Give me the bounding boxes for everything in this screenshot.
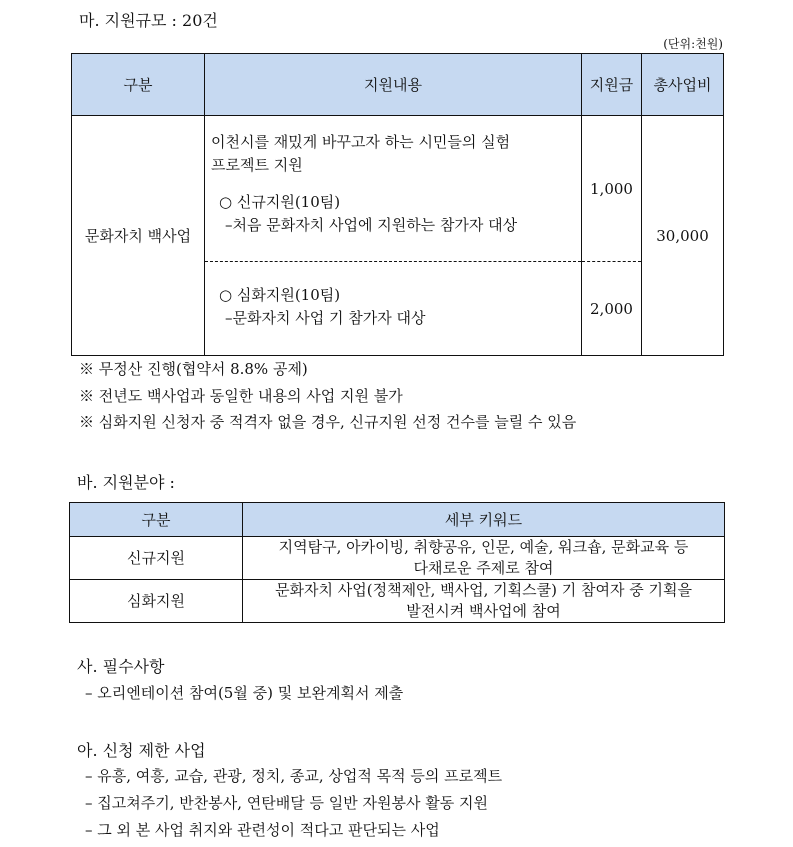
support-scale-table	[71, 53, 724, 356]
advanced-support-desc: –문화자치 사업 기 참가자 대상	[225, 309, 426, 327]
content-cell-advanced	[205, 262, 582, 356]
section-ba-heading: 바. 지원분야 :	[77, 473, 175, 492]
header-grant: 지원금	[582, 54, 642, 116]
support-field-table	[69, 502, 725, 623]
table-header-row	[70, 503, 725, 537]
new-support-desc: –처음 문화자치 사업에 지원하는 참가자 대상	[225, 216, 518, 234]
restricted-item-1: – 유흥, 여흥, 교습, 관광, 정치, 종교, 상업적 목적 등의 프로젝트	[85, 767, 503, 785]
header-keywords: 세부 키워드	[243, 503, 725, 537]
keywords-advanced	[243, 580, 725, 623]
table-row	[70, 537, 725, 580]
new-support-title: ○ 신규지원(10팀)	[219, 193, 341, 211]
restricted-item-2: – 집고쳐주기, 반찬봉사, 연탄배달 등 일반 자원봉사 활동 지원	[85, 794, 488, 812]
required-item: – 오리엔테이션 참여(5월 중) 및 보완계획서 제출	[85, 684, 404, 702]
category-new: 신규지원	[70, 537, 243, 580]
grant-amount-new: 1,000	[582, 116, 642, 262]
total-amount: 30,000	[642, 116, 724, 356]
header-category: 구분	[70, 503, 243, 537]
unit-label: (단위:천원)	[663, 37, 723, 51]
section-ma-heading: 마. 지원규모 : 20건	[79, 11, 218, 30]
grant-amount-advanced: 2,000	[582, 262, 642, 356]
note-1: ※ 무정산 진행(협약서 8.8% 공제)	[79, 360, 308, 378]
header-category: 구분	[72, 54, 205, 116]
header-total: 총사업비	[642, 54, 724, 116]
keywords-advanced-line2: 발전시켜 백사업에 참여	[406, 602, 561, 620]
table-row	[72, 116, 724, 262]
intro-line-2: 프로젝트 지원	[211, 156, 303, 174]
table-row	[70, 580, 725, 623]
keywords-new-line1: 지역탐구, 아카이빙, 취향공유, 인문, 예술, 워크숍, 문화교육 등	[278, 538, 689, 556]
category-cell: 문화자치 백사업	[72, 116, 205, 356]
intro-line-1: 이천시를 재밌게 바꾸고자 하는 시민들의 실험	[211, 133, 511, 151]
header-content: 지원내용	[205, 54, 582, 116]
advanced-support-title: ○ 심화지원(10팀)	[219, 286, 341, 304]
content-cell-new	[205, 116, 582, 262]
table-header-row	[72, 54, 724, 116]
section-sa-heading: 사. 필수사항	[77, 657, 165, 676]
keywords-advanced-line1: 문화자치 사업(정책제안, 백사업, 기획스쿨) 기 참여자 중 기획을	[275, 581, 692, 599]
note-2: ※ 전년도 백사업과 동일한 내용의 사업 지원 불가	[79, 387, 403, 405]
category-advanced: 심화지원	[70, 580, 243, 623]
restricted-item-3: – 그 외 본 사업 취지와 관련성이 적다고 판단되는 사업	[85, 821, 440, 839]
keywords-new-line2: 다채로운 주제로 참여	[413, 559, 554, 577]
note-3: ※ 심화지원 신청자 중 적격자 없을 경우, 신규지원 선정 건수를 늘릴 수 있음	[79, 413, 577, 431]
section-a-heading: 아. 신청 제한 사업	[77, 741, 206, 760]
keywords-new	[243, 537, 725, 580]
